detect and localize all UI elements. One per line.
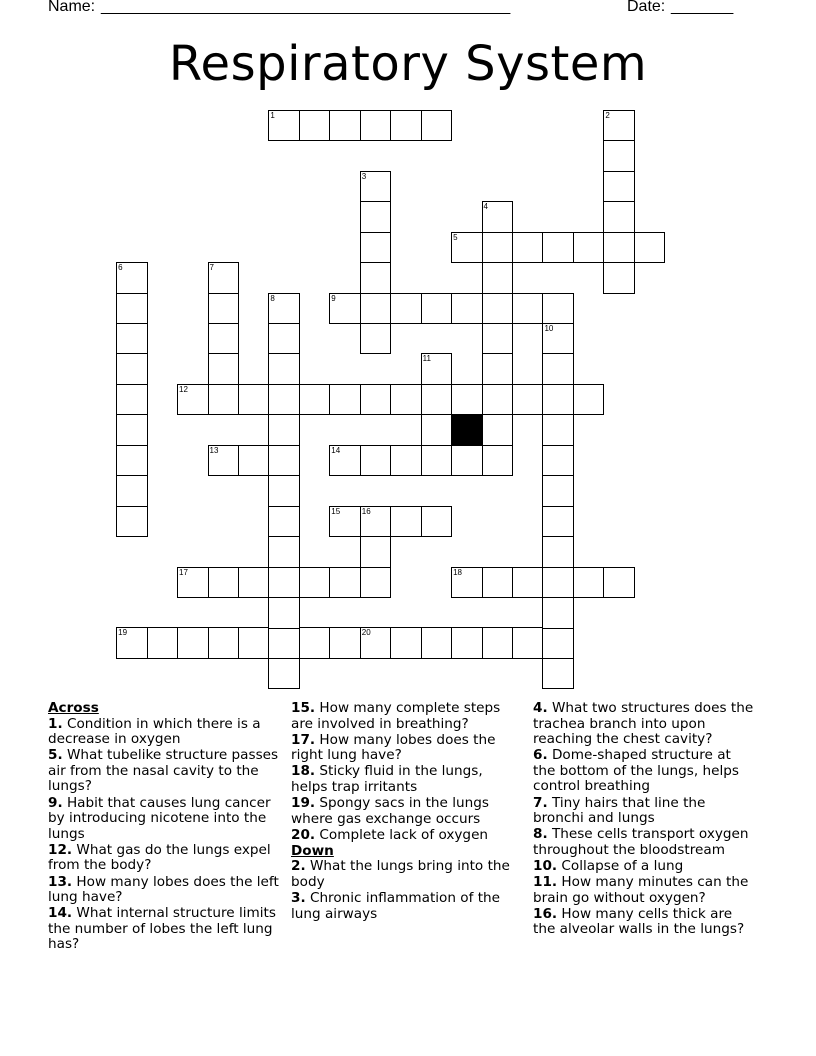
- grid-cell[interactable]: [451, 567, 483, 599]
- grid-cell[interactable]: [542, 475, 574, 507]
- clue-number-label: 4.: [533, 700, 548, 716]
- clue-number: 2: [605, 110, 610, 120]
- clue-text: Habit that causes lung cancer by introducing nicotene into the lungs: [48, 794, 271, 842]
- grid-cell[interactable]: [542, 506, 574, 538]
- grid-cell[interactable]: [208, 262, 240, 294]
- grid-cell[interactable]: [451, 232, 483, 264]
- grid-cell[interactable]: [421, 627, 453, 659]
- clue-text: Spongy sacs in the lungs where gas exchange occurs: [291, 795, 489, 827]
- grid-cell[interactable]: [603, 140, 635, 172]
- grid-cell[interactable]: [329, 627, 361, 659]
- clue-number: 16: [361, 506, 371, 516]
- grid-cell[interactable]: [482, 323, 514, 355]
- clue: [48, 748, 280, 795]
- name-label: Name:: [48, 0, 96, 15]
- clue-number-label: 6.: [533, 747, 548, 764]
- grid-cell[interactable]: [603, 201, 635, 233]
- date-line[interactable]: _______: [671, 0, 734, 15]
- grid-cell[interactable]: [542, 414, 574, 446]
- grid-cell[interactable]: [268, 627, 300, 659]
- clue-text: Collapse of a lung: [557, 857, 684, 874]
- clue: [48, 843, 280, 874]
- grid-cell[interactable]: [603, 110, 635, 142]
- clue-number: 13: [209, 445, 219, 455]
- clue-number-label: 12.: [48, 841, 73, 858]
- grid-cell[interactable]: [147, 627, 179, 659]
- clue: [291, 796, 516, 827]
- grid-cell[interactable]: [299, 627, 331, 659]
- grid-cell[interactable]: [208, 323, 240, 355]
- grid-cell[interactable]: [421, 414, 453, 446]
- grid-cell[interactable]: [542, 627, 574, 659]
- grid-cell[interactable]: [116, 475, 148, 507]
- grid-cell[interactable]: [512, 567, 544, 599]
- clue: [291, 859, 516, 890]
- grid-cell[interactable]: [360, 506, 392, 538]
- clues-column-3: [533, 701, 755, 938]
- grid-cell[interactable]: [329, 384, 361, 416]
- clue-text: What internal structure limits the number of lobes the left lung has?: [48, 905, 276, 953]
- grid-cell[interactable]: [421, 445, 453, 477]
- clue-number-label: 3.: [291, 890, 306, 907]
- grid-cell[interactable]: [238, 384, 270, 416]
- grid-cell[interactable]: [603, 232, 635, 264]
- clue-text: Condition in which there is a decrease in oxygen: [48, 715, 261, 748]
- clue-text: Complete lack of oxygen: [315, 826, 489, 843]
- grid-cell[interactable]: [512, 384, 544, 416]
- grid-cell[interactable]: [360, 262, 392, 294]
- grid-cell[interactable]: [116, 384, 148, 416]
- clue-text: How many cells thick are the alveolar walls in the lungs?: [533, 905, 745, 938]
- clue-number-label: 17.: [291, 731, 316, 748]
- grid-cell[interactable]: [542, 597, 574, 629]
- grid-cell[interactable]: [116, 323, 148, 355]
- clue-text: What the lungs bring into the body: [291, 858, 510, 891]
- clue: [533, 796, 755, 827]
- name-line[interactable]: ______________________________________________: [101, 0, 511, 15]
- grid-cell[interactable]: [451, 293, 483, 325]
- clue-number: 6: [118, 263, 123, 273]
- grid-cell[interactable]: [390, 293, 422, 325]
- grid-cell[interactable]: [177, 567, 209, 599]
- grid-cell[interactable]: [482, 353, 514, 385]
- clue-number: 17: [179, 567, 188, 577]
- clue-heading: Across: [48, 700, 99, 716]
- grid-cell[interactable]: [268, 384, 300, 416]
- grid-cell[interactable]: [360, 323, 392, 355]
- grid-cell[interactable]: [360, 384, 392, 416]
- grid-cell[interactable]: [238, 567, 270, 599]
- grid-cell[interactable]: [360, 536, 392, 568]
- grid-cell[interactable]: [329, 567, 361, 599]
- clue: [533, 859, 755, 875]
- clue: [291, 828, 516, 844]
- grid-cell[interactable]: [116, 414, 148, 446]
- clue-number-label: 16.: [533, 905, 558, 922]
- grid-cell[interactable]: [177, 627, 209, 659]
- clue-number: 12: [179, 384, 188, 394]
- grid-cell[interactable]: [573, 232, 605, 264]
- grid-cell[interactable]: [360, 110, 392, 142]
- clue-number: 3: [361, 171, 367, 181]
- grid-cell[interactable]: [208, 293, 240, 325]
- clue-number-label: 10.: [533, 857, 558, 874]
- grid-cell[interactable]: [451, 627, 483, 659]
- grid-cell[interactable]: [329, 506, 361, 538]
- page-title: Respiratory System: [168, 36, 648, 92]
- grid-cell[interactable]: [268, 445, 300, 477]
- clue-number-label: 11.: [533, 874, 558, 891]
- grid-cell[interactable]: [634, 232, 666, 264]
- grid-cell[interactable]: [603, 567, 635, 599]
- grid-cell[interactable]: [177, 384, 209, 416]
- grid-cell[interactable]: [573, 567, 605, 599]
- clue: [48, 906, 280, 953]
- clue-text: Tiny hairs that line the bronchi and lungs: [533, 794, 706, 827]
- clue-number: 19: [118, 628, 128, 638]
- grid-cell[interactable]: [421, 110, 453, 142]
- grid-cell[interactable]: [268, 597, 300, 629]
- grid-cell[interactable]: [390, 110, 422, 142]
- clue-number-label: 18.: [291, 763, 316, 780]
- grid-cell[interactable]: [360, 627, 392, 659]
- grid-cell[interactable]: [208, 353, 240, 385]
- grid-cell[interactable]: [299, 567, 331, 599]
- grid-cell[interactable]: [512, 627, 544, 659]
- clue-number: 18: [453, 567, 462, 577]
- grid-cell[interactable]: [482, 232, 514, 264]
- clue-number-label: 5.: [48, 747, 63, 764]
- clue-heading: Down: [291, 842, 334, 859]
- grid-cell[interactable]: [482, 201, 514, 233]
- clue-number: 4: [483, 202, 488, 212]
- grid-cell[interactable]: [390, 445, 422, 477]
- grid-cell[interactable]: [329, 110, 361, 142]
- clue-number: 14: [331, 445, 341, 455]
- clue: [533, 701, 755, 748]
- clue: [291, 701, 516, 732]
- grid-cell[interactable]: [116, 445, 148, 477]
- clue-number: 7: [209, 263, 214, 273]
- clue-text: Chronic inflammation of the lung airways: [291, 890, 501, 922]
- clue-number: 8: [270, 293, 275, 303]
- grid-cell[interactable]: [360, 567, 392, 599]
- grid-cell[interactable]: [542, 353, 574, 385]
- grid-cell[interactable]: [542, 293, 574, 325]
- grid-cell[interactable]: [208, 567, 240, 599]
- grid-cell[interactable]: [512, 293, 544, 325]
- clue-text: What tubelike structure passes air from the nasal cavity to the lungs?: [48, 747, 279, 795]
- grid-cell[interactable]: [360, 201, 392, 233]
- date-label: Date:: [627, 0, 666, 15]
- clue-text: Sticky fluid in the lungs, helps trap irritants: [291, 763, 483, 795]
- grid-cell[interactable]: [603, 171, 635, 203]
- grid-cell[interactable]: [542, 232, 574, 264]
- grid-cell[interactable]: [268, 414, 300, 446]
- grid-cell[interactable]: [268, 110, 300, 142]
- grid-cell[interactable]: [268, 293, 300, 325]
- grid-cell[interactable]: [390, 627, 422, 659]
- grid-cell[interactable]: [421, 353, 453, 385]
- grid-cell[interactable]: [268, 567, 300, 599]
- grid-cell[interactable]: [482, 627, 514, 659]
- clue-number-label: 19.: [291, 795, 316, 812]
- grid-cell[interactable]: [238, 627, 270, 659]
- clue-number-label: 14.: [48, 905, 73, 922]
- clue: [291, 733, 516, 764]
- clue: [48, 796, 280, 843]
- clue-number-label: 20.: [291, 826, 316, 843]
- clues-column-1: [48, 701, 280, 954]
- clue-number: 11: [422, 354, 431, 364]
- grid-cell[interactable]: [421, 506, 453, 538]
- clue-text: How many lobes does the left lung have?: [48, 873, 279, 906]
- grid-cell[interactable]: [268, 658, 300, 690]
- grid-cell[interactable]: [390, 384, 422, 416]
- clue-number-label: 2.: [291, 858, 306, 875]
- clue-text: What two structures does the trachea branch into upon reaching the chest cavity?: [533, 700, 754, 748]
- grid-cell[interactable]: [208, 384, 240, 416]
- grid-cell[interactable]: [360, 171, 392, 203]
- clues-column-2: [291, 701, 516, 923]
- grid-cell[interactable]: [512, 232, 544, 264]
- clue-number-label: 15.: [291, 700, 316, 716]
- black-square: [451, 414, 483, 446]
- grid-cell[interactable]: [451, 445, 483, 477]
- grid-cell[interactable]: [268, 536, 300, 568]
- grid-cell[interactable]: [329, 445, 361, 477]
- grid-cell[interactable]: [421, 384, 453, 416]
- grid-cell[interactable]: [116, 293, 148, 325]
- grid-cell[interactable]: [482, 445, 514, 477]
- grid-cell[interactable]: [268, 475, 300, 507]
- grid-cell[interactable]: [299, 384, 331, 416]
- grid-cell[interactable]: [116, 353, 148, 385]
- grid-cell[interactable]: [482, 567, 514, 599]
- grid-cell[interactable]: [542, 658, 574, 690]
- grid-cell[interactable]: [542, 323, 574, 355]
- grid-cell[interactable]: [116, 627, 148, 659]
- clue-number: 15: [331, 506, 341, 516]
- grid-cell[interactable]: [482, 262, 514, 294]
- grid-cell[interactable]: [208, 627, 240, 659]
- grid-cell[interactable]: [482, 414, 514, 446]
- grid-cell[interactable]: [360, 445, 392, 477]
- clue: [291, 764, 516, 795]
- clue-number: 20: [361, 628, 371, 638]
- clue-text: Dome-shaped structure at the bottom of the lungs, helps control breathing: [533, 747, 739, 795]
- grid-cell[interactable]: [268, 506, 300, 538]
- grid-cell[interactable]: [360, 293, 392, 325]
- clue: [48, 717, 280, 748]
- clue-number-label: 7.: [533, 794, 548, 811]
- grid-cell[interactable]: [360, 232, 392, 264]
- clue-number: 1: [270, 110, 275, 120]
- clue-text: What gas do the lungs expel from the body?: [48, 841, 271, 874]
- clue-number: 5: [453, 232, 458, 242]
- clue-number-label: 13.: [48, 873, 73, 890]
- grid-cell[interactable]: [238, 445, 270, 477]
- grid-cell[interactable]: [482, 293, 514, 325]
- clue-text: How many lobes does the right lung have?: [291, 731, 496, 764]
- clue-number-label: 9.: [48, 794, 63, 811]
- grid-cell[interactable]: [208, 445, 240, 477]
- grid-cell[interactable]: [329, 293, 361, 325]
- grid-cell[interactable]: [116, 262, 148, 294]
- grid-cell[interactable]: [116, 506, 148, 538]
- grid-cell[interactable]: [542, 567, 574, 599]
- clue-text: These cells transport oxygen throughout the bloodstream: [533, 826, 749, 858]
- grid-cell[interactable]: [268, 353, 300, 385]
- grid-cell[interactable]: [603, 262, 635, 294]
- clue: [291, 891, 516, 922]
- grid-cell[interactable]: [299, 110, 331, 142]
- clue-number-label: 8.: [533, 826, 548, 843]
- grid-cell[interactable]: [451, 384, 483, 416]
- clue-number: 9: [331, 293, 336, 303]
- grid-cell[interactable]: [542, 445, 574, 477]
- grid-cell[interactable]: [421, 293, 453, 325]
- clue-text: How many minutes can the brain go without oxygen?: [533, 874, 749, 906]
- clue-text: How many complete steps are involved in breathing?: [291, 700, 501, 732]
- grid-cell[interactable]: [542, 384, 574, 416]
- clue: [48, 875, 280, 906]
- grid-cell[interactable]: [573, 384, 605, 416]
- grid-cell[interactable]: [268, 323, 300, 355]
- clue: [533, 907, 755, 938]
- clue: [533, 748, 755, 795]
- clue: [533, 875, 755, 906]
- grid-cell[interactable]: [390, 506, 422, 538]
- grid-cell[interactable]: [482, 384, 514, 416]
- clue-number-label: 1.: [48, 715, 63, 732]
- grid-cell[interactable]: [542, 536, 574, 568]
- clue: [533, 827, 755, 858]
- clue-number: 10: [544, 323, 554, 333]
